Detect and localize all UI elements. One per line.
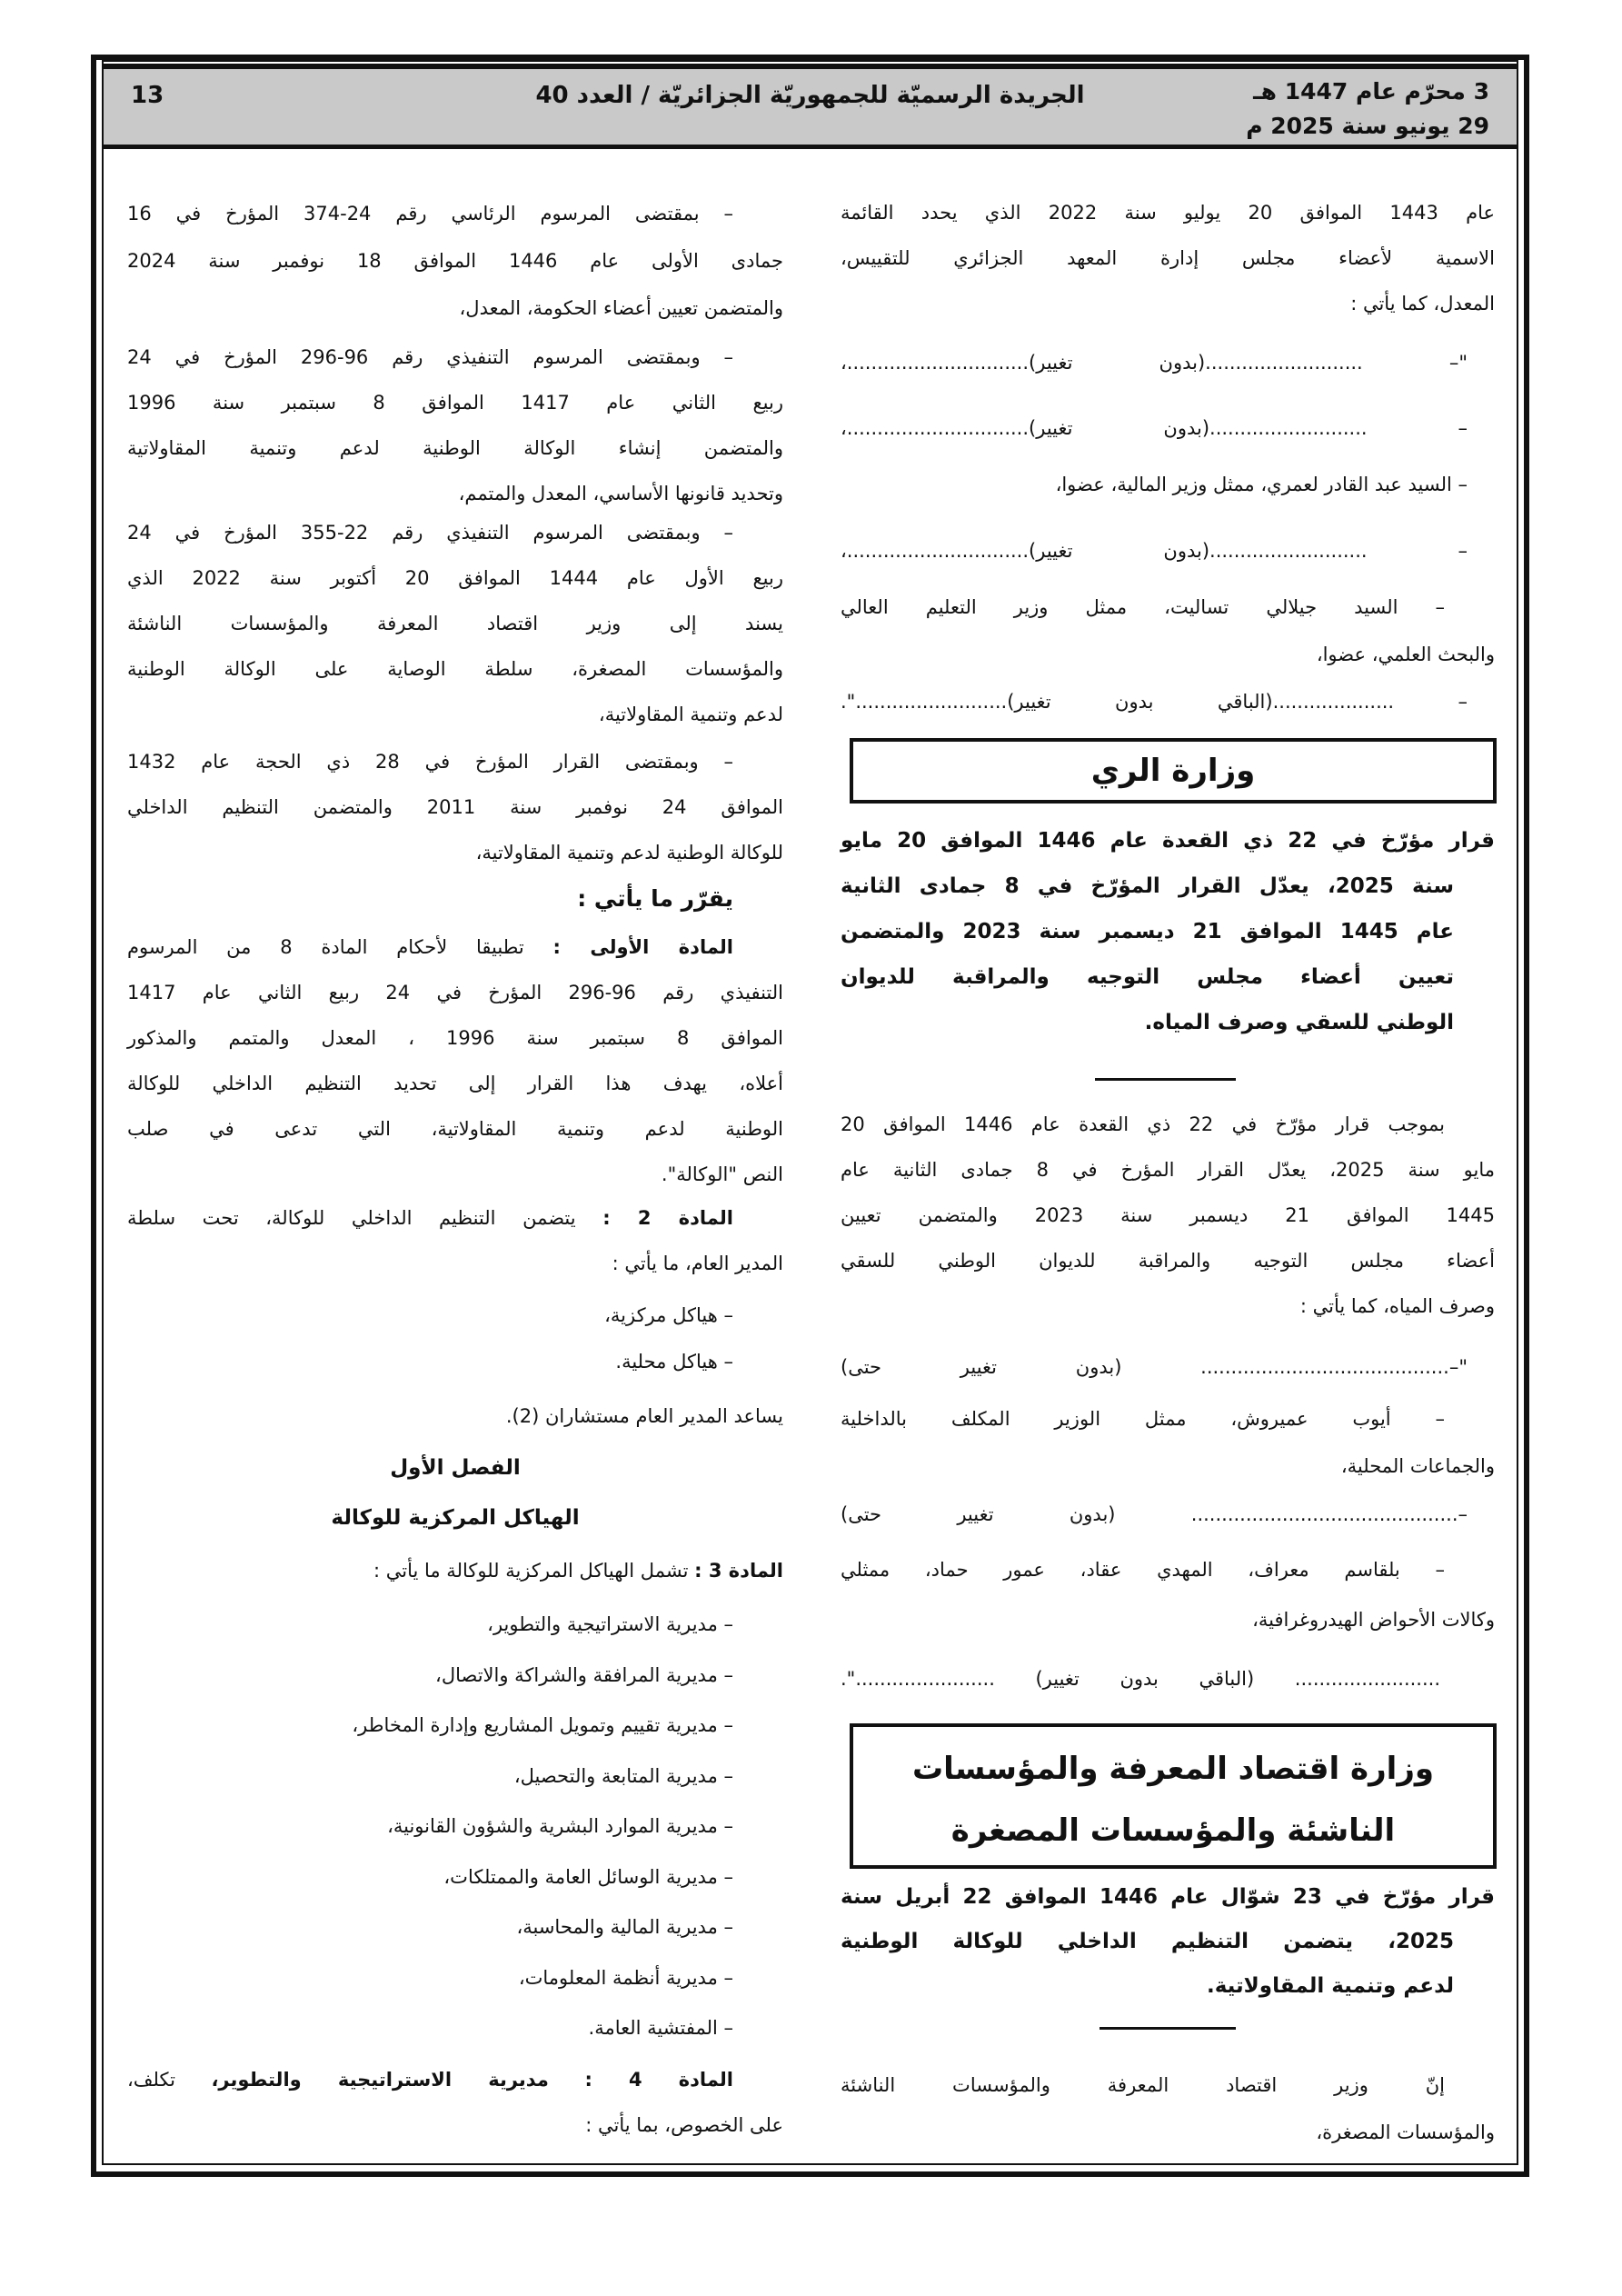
article-1 [127,924,783,1197]
text-line: مايو سنة 2025، يعدّل القرار المؤرخ في 8 جمادى الثانية عام [841,1159,1495,1181]
chapter-title: الهياكل المركزية للوكالة [331,1506,580,1530]
text-line: – وبمقتضى المرسوم التنفيذي رقم 22-355 المؤرخ في 24 [127,522,733,544]
article-2 [127,1195,783,1286]
text-line: تعيين أعضاء مجلس التوجيه والمراقبة للديوان [841,965,1454,989]
text-line: الموافق 8 سبتمبر سنة 1996 ، المعدل والمتمم والمذكور [127,1027,783,1049]
separator-rule [1100,2027,1236,2030]
recital-paragraph [127,190,783,332]
text-line: الوطني للسقي وصرف المياه. [1144,1011,1454,1034]
article-text: تكلف، [127,2069,175,2091]
text-line: ربيع الثاني عام 1417 الموافق 8 سبتمبر سنة 1996 [127,392,783,414]
text-line: – السيد جيلالي تساليت، ممثل وزير التعليم العالي [841,596,1445,618]
unchanged-item [841,528,1495,574]
unchanged-item [841,1344,1495,1390]
text-line: الموافق 24 نوفمبر سنة 2011 والمتضمن التنظيم الداخلي [127,796,783,818]
ministry-heading-line: الناشئة والمؤسسات المصغرة [950,1812,1396,1849]
article-lines [127,1241,783,1286]
gazette-title: الجريدة الرسميّة للجمهوريّة الجزائريّة / العدد 40 [535,82,1085,109]
recital-paragraph [127,334,783,516]
structures-list [127,1293,783,1385]
text-line: عام 1443 الموافق 20 يوليو سنة 2022 الذي يحدد القائمة [841,202,1496,224]
article-3 [127,1548,783,1593]
directorates-list [127,1600,783,2054]
date-hijri: 3 محرّم عام 1447 هـ [1253,78,1489,105]
article-text: تشمل الهياكل المركزية للوكالة ما يأتي : [373,1560,689,1582]
decides-heading: يقرّر ما يأتي : [577,885,733,912]
chapter-heading: الفصل الأول [390,1456,521,1480]
text-line: – ....................(الباقي بدون تغيير).........................". [841,691,1468,713]
list-item: – مديرية المرافقة والشراكة والاتصال، [435,1663,733,1686]
paragraph [841,1102,1495,1329]
text-line: لدعم وتنمية المقاولاتية، [598,704,783,725]
ministry-heading: وزارة الري [1090,753,1256,789]
text-line: والمؤسسات المصغرة، سلطة الوصاية على الوكالة الوطنية [127,658,783,680]
text-line: ربيع الأول عام 1444 الموافق 20 أكتوبر سنة 2022 الذي [127,567,783,589]
member-item [841,584,1495,678]
unchanged-item [841,405,1495,451]
text-line: قرار مؤرّخ في 22 ذي القعدة عام 1446 الموافق 20 مايو [841,829,1495,853]
text-line: التنفيذي رقم 96-296 المؤرخ في 24 ربيع الثاني عام 1417 [127,982,783,1003]
text-line: والمؤسسات المصغرة، [1316,2121,1495,2143]
article-label: المادة 2 : [602,1207,733,1229]
text-line: المدير العام، ما يأتي : [612,1253,783,1274]
list-item: – هياكل محلية. [615,1351,733,1373]
text-line: بموجب قرار مؤرّخ في 22 ذي القعدة عام 1446 الموافق 20 [841,1113,1445,1135]
list-item: – المفتشية العامة. [588,2017,733,2039]
text-line: سنة 2025، يعدّل القرار المؤرّخ في 8 جمادى الثانية [841,874,1454,898]
text-line: وكالات الأحواض الهيدروغرافية، [1252,1609,1495,1631]
text-line: قرار مؤرّخ في 23 شوّال عام 1446 الموافق 22 أبريل سنة [841,1885,1495,1909]
text-line: "–......................................... (بدون تغيير حتى) [841,1356,1468,1378]
recital-paragraph [127,510,783,737]
text-line: المعدل، كما يأتي : [1350,293,1495,314]
article-lines [127,970,783,1197]
text-line: – ..........................(بدون تغيير)..............................، [841,540,1468,562]
member-item [841,462,1495,507]
text-line: – السيد عبد القادر لعمري، ممثل وزير المالية، عضوا، [1055,474,1468,495]
text-line: والبحث العلمي، عضوا، [1316,644,1495,665]
article-label: المادة 3 : [694,1560,783,1582]
recital-paragraph [127,739,783,875]
text-line: –............................................ (بدون تغيير حتى) [841,1503,1468,1525]
decree-title [841,818,1495,1045]
text-line: – بمقتضى المرسوم الرئاسي رقم 24-374 المؤرخ في 16 [127,203,733,225]
text-line: – بلقاسم معراف، المهدي عقاد، عمور حماد، ممثلي [841,1559,1445,1581]
text-line: للوكالة الوطنية لدعم وتنمية المقاولاتية، [475,842,783,863]
text-line: والمتضمن إنشاء الوكالة الوطنية لدعم وتنمية المقاولاتية [127,437,783,459]
article-text: يتضمن التنظيم الداخلي للوكالة، تحت سلطة [127,1207,576,1229]
text-line: أعلاه، يهدف هذا القرار إلى تحديد التنظيم الداخلي للوكالة [127,1073,783,1094]
ministry-heading-box [850,738,1497,804]
text-line: يسند إلى وزير اقتصاد المعرفة والمؤسسات الناشئة [127,613,783,634]
text-line: الاسمية لأعضاء مجلس إدارة المعهد الجزائري للتقييس، [841,247,1495,269]
text-line: – ..........................(بدون تغيير)..............................، [841,417,1468,439]
text-line: والمتضمن تعيين أعضاء الحكومة، المعدل، [459,297,783,319]
list-item: – مديرية تقييم وتمويل المشاريع وإدارة المخاطر، [352,1714,733,1736]
text-line: – وبمقتضى القرار المؤرخ في 28 ذي الحجة عام 1432 [127,751,733,773]
article-bold-text: مديرية الاستراتيجية والتطوير، [211,2069,549,2091]
unchanged-item [841,1656,1495,1702]
text-line: وتحديد قانونها الأساسي، المعدل والمتمم، [458,483,783,504]
list-item: – مديرية أنظمة المعلومات، [518,1966,733,1989]
decree-title [841,1875,1495,2009]
article-text: تطبيقا لأحكام المادة 8 من المرسوم [127,936,524,958]
page-number: 13 [131,82,164,109]
member-item [841,1545,1495,1645]
text-line: 1445 الموافق 21 ديسمبر سنة 2023 والمتضمن تعيين [841,1204,1495,1226]
text-line: – أيوب عميروش، ممثل الوزير المكلف بالداخلية [841,1408,1445,1430]
list-item: – مديرية الموارد البشرية والشؤون القانونية، [387,1815,733,1837]
unchanged-item [841,340,1495,385]
text-line: 2025، يتضمن التنظيم الداخلي للوكالة الوطنية [841,1930,1454,1953]
list-item: – مديرية المتابعة والتحصيل، [513,1764,733,1787]
paragraph [841,190,1495,326]
ministry-heading-line: وزارة اقتصاد المعرفة والمؤسسات [911,1751,1435,1787]
date-gregorian: 29 يونيو سنة 2025 م [1246,113,1489,139]
text-line: أعضاء مجلس التوجيه والمراقبة للديوان الوطني للسقي [841,1250,1495,1272]
list-item: – هياكل مركزية، [604,1304,733,1326]
text-line: والجماعات المحلية، [1340,1455,1495,1477]
text-line: جمادى الأولى عام 1446 الموافق 18 نوفمبر سنة 2024 [127,250,783,272]
text-line: – وبمقتضى المرسوم التنفيذي رقم 96-296 المؤرخ في 24 [127,346,733,368]
text-line: إنّ وزير اقتصاد المعرفة والمؤسسات الناشئة [841,2074,1445,2096]
article-4 [127,2057,783,2148]
unchanged-item [841,679,1495,724]
separator-rule [1095,1078,1236,1081]
advisors-sentence: يساعد المدير العام مستشاران (2). [505,1405,783,1427]
list-item: – مديرية الوسائل العامة والممتلكات، [443,1865,733,1888]
text-line: عام 1445 الموافق 21 ديسمبر سنة 2023 والمتضمن [841,920,1454,943]
article-text-line: على الخصوص، بما يأتي : [585,2114,783,2136]
list-item: – مديرية الاستراتيجية والتطوير، [487,1613,733,1635]
member-item [841,1395,1495,1490]
gazette-header [104,64,1517,149]
ministry-heading-box [850,1723,1497,1869]
text-line: الوطنية لدعم وتنمية المقاولاتية، التي تدعى في صلب [127,1118,783,1140]
text-line: النص "الوكالة". [661,1163,783,1185]
text-line: لدعم وتنمية المقاولاتية. [1206,1974,1454,1998]
paragraph [841,2061,1495,2156]
text-line: "– ..........................(بدون تغيير)..............................، [841,352,1468,374]
unchanged-item [841,1492,1495,1537]
article-label: المادة 4 : [584,2069,733,2091]
text-line: وصرف المياه، كما يأتي : [1299,1295,1495,1317]
list-item: – مديرية المالية والمحاسبة، [516,1916,733,1938]
article-label: المادة الأولى : [552,936,734,958]
text-line: ........................ (الباقي بدون تغيير) .......................". [841,1668,1440,1690]
